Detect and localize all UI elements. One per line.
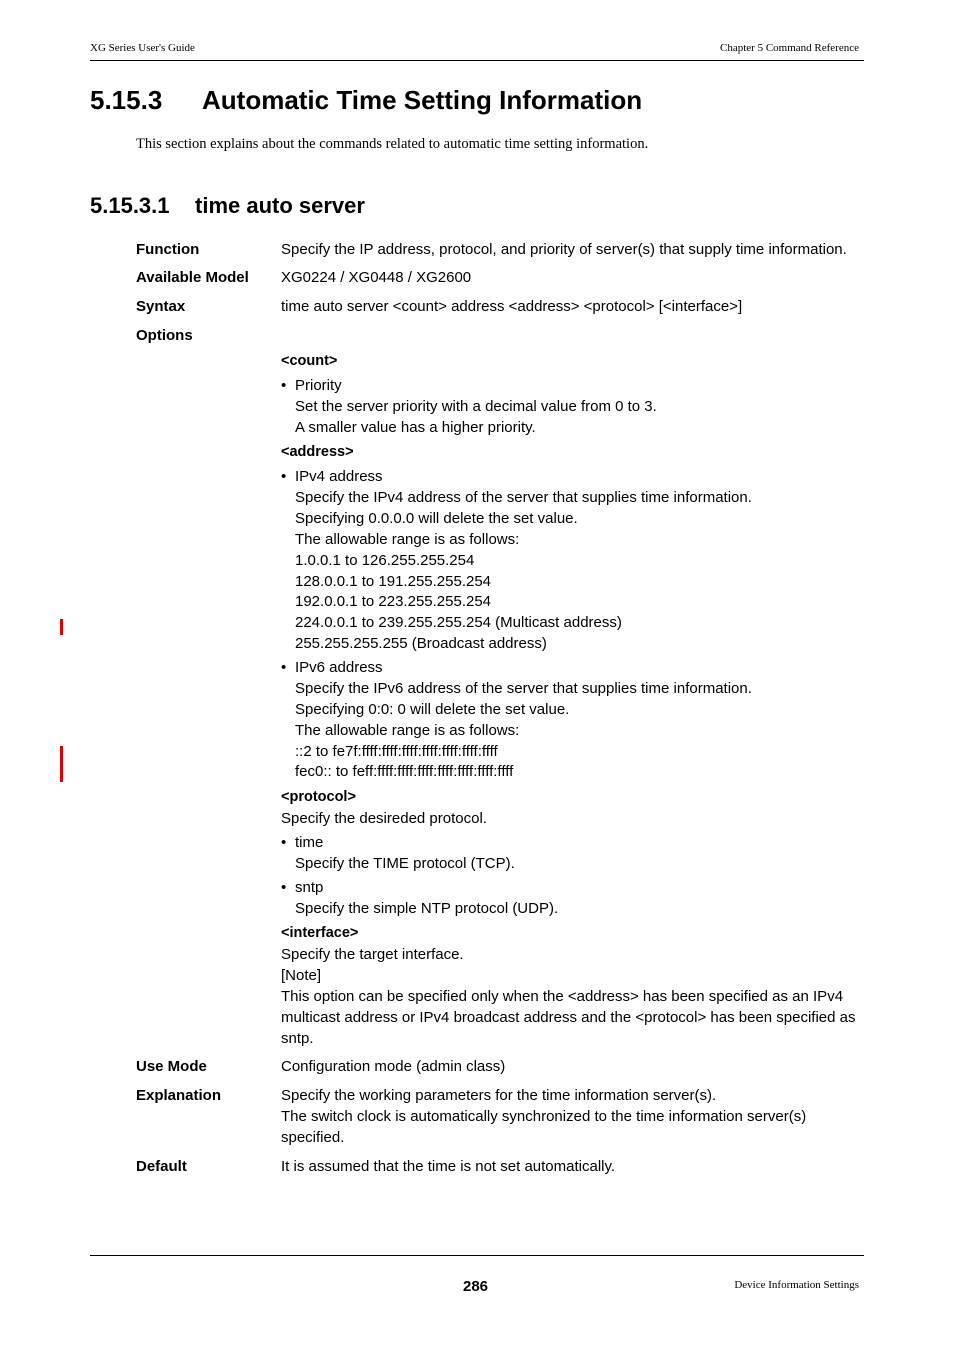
option-address-heading: <address> [281, 444, 354, 460]
section-number: 5.15.3 [90, 85, 163, 115]
option-ipv6-line: fec0:: to feff:ffff:ffff:ffff:ffff:ffff:ffff:ffff [295, 763, 514, 780]
syntax-label: Syntax [136, 298, 186, 315]
running-footer-right: Device Information Settings [734, 1279, 859, 1291]
options-label: Options [136, 327, 193, 344]
use-mode-label: Use Mode [136, 1058, 207, 1075]
explanation-line: specified. [281, 1129, 345, 1146]
use-mode-value: Configuration mode (admin class) [281, 1058, 506, 1075]
option-interface-line: This option can be specified only when the <address> has been specified as an IPv4 [281, 988, 844, 1005]
option-interface-line: multicast address or IPv4 broadcast address and the <protocol> has been specified as [281, 1009, 856, 1026]
footer-rule [90, 1255, 864, 1256]
change-bar [60, 746, 63, 782]
option-ipv4-line: 255.255.255.255 (Broadcast address) [295, 635, 547, 652]
bullet-icon: • [281, 834, 287, 851]
option-count-line: Set the server priority with a decimal value from 0 to 3. [295, 398, 657, 415]
bullet-icon: • [281, 659, 287, 676]
option-ipv6-line: Specifying 0:0: 0 will delete the set value. [295, 701, 570, 718]
option-ipv4-line: 192.0.0.1 to 223.255.255.254 [295, 593, 492, 610]
bullet-icon: • [281, 879, 287, 896]
option-ipv4-bullet: • IPv4 address [281, 468, 383, 485]
bullet-icon: • [281, 377, 287, 394]
page-number: 286 [463, 1278, 489, 1295]
option-ipv6-bullet: • IPv6 address [281, 659, 383, 676]
option-ipv4-line: 224.0.0.1 to 239.255.255.254 (Multicast address) [295, 614, 622, 631]
change-bar [60, 619, 63, 635]
function-label: Function [136, 241, 200, 258]
option-count-heading: <count> [281, 353, 338, 369]
option-protocol-heading: <protocol> [281, 789, 356, 805]
explanation-line: The switch clock is automatically synchronized to the time information server(s) [281, 1108, 807, 1125]
syntax-value: time auto server <count> address <address> <protocol> [<interface>] [281, 298, 743, 315]
option-time-line: Specify the TIME protocol (TCP). [295, 855, 515, 872]
option-ipv6-line: Specify the IPv6 address of the server that supplies time information. [295, 680, 752, 697]
default-label: Default [136, 1158, 187, 1175]
option-ipv6-line: ::2 to fe7f:ffff:ffff:ffff:ffff:ffff:ffff:ffff [295, 743, 498, 760]
default-value: It is assumed that the time is not set automatically. [281, 1158, 616, 1175]
running-header-left: XG Series User's Guide [90, 42, 195, 54]
option-interface-heading: <interface> [281, 925, 359, 941]
explanation-label: Explanation [136, 1087, 222, 1104]
section-heading [90, 85, 642, 116]
header-rule [90, 60, 864, 61]
option-ipv4-line: 128.0.0.1 to 191.255.255.254 [295, 573, 492, 590]
option-interface-note: [Note] [281, 967, 322, 984]
option-interface-line: sntp. [281, 1030, 314, 1047]
subsection-heading [90, 193, 365, 219]
section-intro: This section explains about the commands related to automatic time setting information. [136, 136, 649, 152]
option-sntp-line: Specify the simple NTP protocol (UDP). [295, 900, 559, 917]
option-interface-desc: Specify the target interface. [281, 946, 464, 963]
option-ipv4-line: Specify the IPv4 address of the server that supplies time information. [295, 489, 752, 506]
running-header-right: Chapter 5 Command Reference [720, 42, 859, 54]
bullet-icon: • [281, 468, 287, 485]
subsection-number: 5.15.3.1 [90, 193, 170, 218]
explanation-line: Specify the working parameters for the time information server(s). [281, 1087, 717, 1104]
option-ipv4-line: The allowable range is as follows: [295, 531, 520, 548]
option-ipv6-line: The allowable range is as follows: [295, 722, 520, 739]
option-ipv4-line: 1.0.0.1 to 126.255.255.254 [295, 552, 475, 569]
available-model-label: Available Model [136, 269, 249, 286]
option-sntp-bullet: • sntp [281, 879, 324, 896]
available-model-value: XG0224 / XG0448 / XG2600 [281, 269, 472, 286]
subsection-title: time auto server [195, 193, 365, 218]
section-title: Automatic Time Setting Information [202, 85, 643, 115]
option-ipv4-line: Specifying 0.0.0.0 will delete the set value. [295, 510, 578, 527]
option-protocol-desc: Specify the desireded protocol. [281, 810, 487, 827]
option-time-bullet: • time [281, 834, 324, 851]
option-count-bullet: • Priority [281, 377, 342, 394]
function-value: Specify the IP address, protocol, and priority of server(s) that supply time information. [281, 241, 847, 258]
option-count-line: A smaller value has a higher priority. [295, 419, 536, 436]
